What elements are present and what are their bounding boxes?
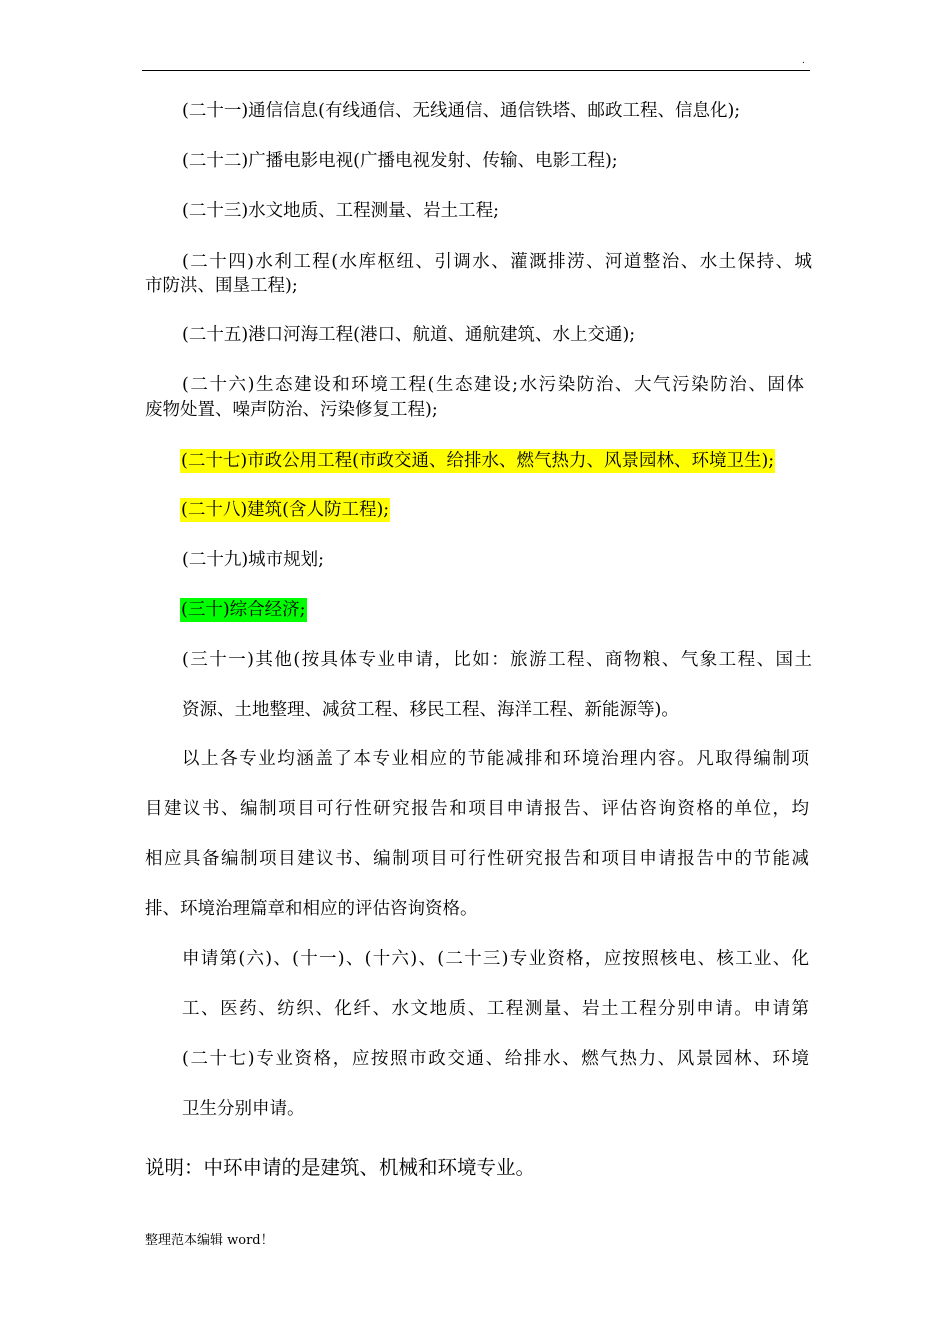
text-line: (二十二)广播电影电视(广播电视发射、传输、电影工程); [182,151,618,171]
yellow-highlight: (二十八)建筑(含人防工程); [181,500,390,520]
highlighted-line-building [180,498,390,522]
text-line: 工、医药、纺织、化纤、水文地质、工程测量、岩土工程分别申请。申请第 [182,999,809,1019]
green-highlight: (三十)综合经济; [181,600,306,620]
text-line: (二十一)通信信息(有线通信、无线通信、通信铁塔、邮政工程、信息化); [182,101,741,121]
text-line: 废物处置、噪声防治、污染修复工程); [145,400,438,420]
text-line: 相应具备编制项目建议书、编制项目可行性研究报告和项目申请报告中的节能减 [145,849,809,869]
text-line: (二十五)港口河海工程(港口、航道、通航建筑、水上交通); [182,325,636,345]
note-line: 说明：中环申请的是建筑、机械和环境专业。 [145,1156,536,1179]
text-line: 卫生分别申请。 [182,1099,305,1119]
yellow-highlight: (二十七)市政公用工程(市政交通、给排水、燃气热力、风景园林、环境卫生); [181,451,775,471]
text-line: 排、环境治理篇章和相应的评估咨询资格。 [145,899,478,919]
text-line: 资源、土地整理、减贫工程、移民工程、海洋工程、新能源等)。 [182,700,679,720]
text-line: 目建议书、编制项目可行性研究报告和项目申请报告、评估咨询资格的单位，均 [145,799,809,819]
highlighted-line-economy [180,598,307,622]
text-line: (二十九)城市规划; [182,550,325,570]
text-line: (二十六)生态建设和环境工程(生态建设;水污染防治、大气污染防治、固体 [182,375,804,395]
page-footer: 整理范本编辑 word！ [145,1233,274,1248]
text-line: (三十一)其他(按具体专业申请，比如：旅游工程、商物粮、气象工程、国土 [182,650,812,670]
header-rule [142,70,810,71]
text-line: 以上各专业均涵盖了本专业相应的节能减排和环境治理内容。凡取得编制项 [182,749,809,769]
text-line: 申请第(六)、(十一)、(十六)、(二十三)专业资格，应按照核电、核工业、化 [182,949,809,969]
text-line: (二十三)水文地质、工程测量、岩土工程; [182,201,500,221]
text-line: (二十四)水利工程(水库枢纽、引调水、灌溉排涝、河道整治、水土保持、城 [182,252,812,272]
highlighted-line-municipal [180,449,775,473]
header-mark: . [802,56,805,66]
text-line: 市防洪、围垦工程); [145,276,298,296]
text-line: (二十七)专业资格，应按照市政交通、给排水、燃气热力、风景园林、环境 [182,1049,809,1069]
